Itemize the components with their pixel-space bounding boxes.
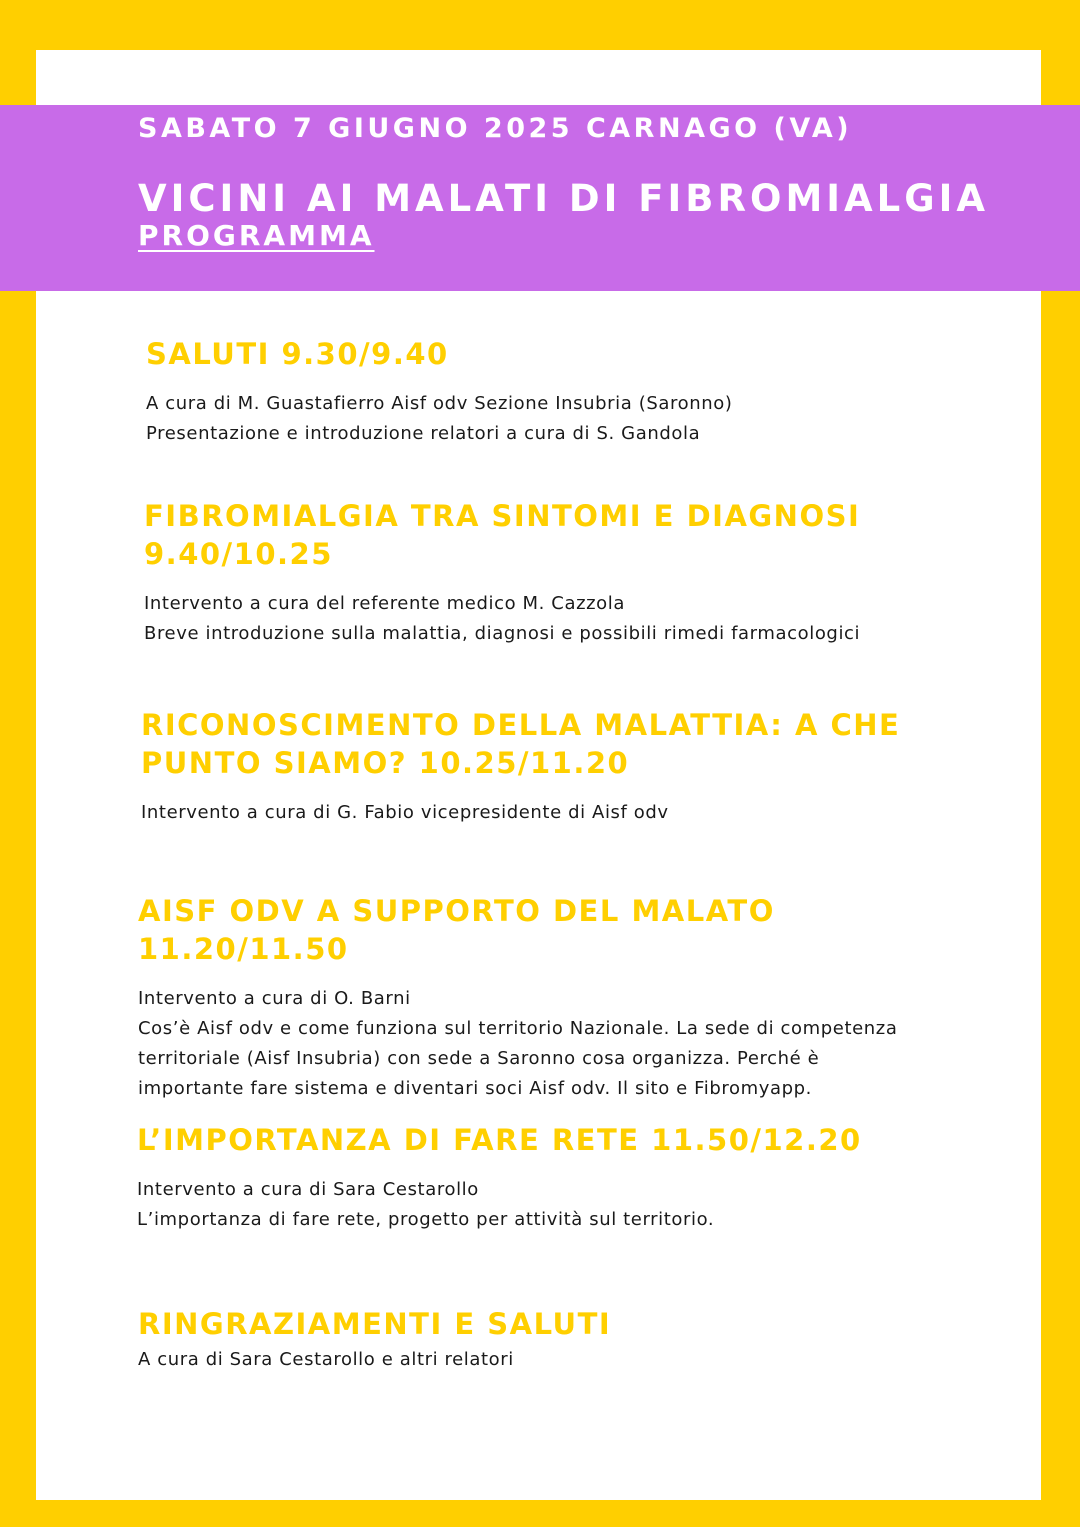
agenda-item-aisf bbox=[138, 892, 897, 1104]
agenda-item-title: SALUTI 9.30/9.40 bbox=[146, 337, 449, 371]
agenda-item-line: Intervento a cura di G. Fabio vicepresidente di Aisf odv bbox=[141, 802, 669, 823]
agenda-item-line: Intervento a cura di O. Barni bbox=[138, 988, 411, 1009]
agenda-item-line: A cura di M. Guastafierro Aisf odv Sezione Insubria (Saronno) bbox=[146, 393, 733, 414]
agenda-item-line: territoriale (Aisf Insubria) con sede a Saronno cosa organizza. Perché è bbox=[138, 1048, 820, 1069]
agenda-item-saluti bbox=[146, 335, 732, 449]
agenda-item-title: FIBROMIALGIA TRA SINTOMI E DIAGNOSI 9.40/10.25 bbox=[144, 499, 861, 571]
agenda-item-line: A cura di Sara Cestarollo e altri relatori bbox=[138, 1349, 514, 1370]
agenda-item-line: importante fare sistema e diventari soci Aisf odv. Il sito e Fibromyapp. bbox=[138, 1078, 813, 1099]
agenda-item-title: L’IMPORTANZA DI FARE RETE 11.50/12.20 bbox=[137, 1123, 862, 1157]
agenda-item-line: Breve introduzione sulla malattia, diagnosi e possibili rimedi farmacologici bbox=[144, 623, 861, 644]
agenda-item-rete bbox=[137, 1121, 862, 1235]
agenda-item-riconoscimento bbox=[141, 706, 900, 828]
event-date-place: SABATO 7 GIUGNO 2025 CARNAGO (VA) bbox=[138, 113, 853, 144]
agenda-item-title: AISF ODV A SUPPORTO DEL MALATO 11.20/11.50 bbox=[138, 894, 775, 966]
program-heading: PROGRAMMA bbox=[138, 219, 375, 252]
agenda-item-line: Intervento a cura del referente medico M. Cazzola bbox=[144, 593, 626, 614]
agenda-item-line: Intervento a cura di Sara Cestarollo bbox=[137, 1179, 479, 1200]
event-title: VICINI AI MALATI DI FIBROMIALGIA bbox=[138, 177, 990, 220]
agenda-item-title: RICONOSCIMENTO DELLA MALATTIA: A CHE PUNTO SIAMO? 10.25/11.20 bbox=[141, 708, 901, 780]
agenda-item-line: Presentazione e introduzione relatori a cura di S. Gandola bbox=[146, 423, 701, 444]
agenda-item-title: RINGRAZIAMENTI E SALUTI bbox=[138, 1307, 612, 1341]
agenda-item-line: L’importanza di fare rete, progetto per attività sul territorio. bbox=[137, 1209, 715, 1230]
agenda-item-ringraziamenti bbox=[138, 1305, 611, 1375]
agenda-item-line: Cos’è Aisf odv e come funziona sul territorio Nazionale. La sede di competenza bbox=[138, 1018, 898, 1039]
agenda-item-fibromialgia bbox=[144, 497, 860, 649]
